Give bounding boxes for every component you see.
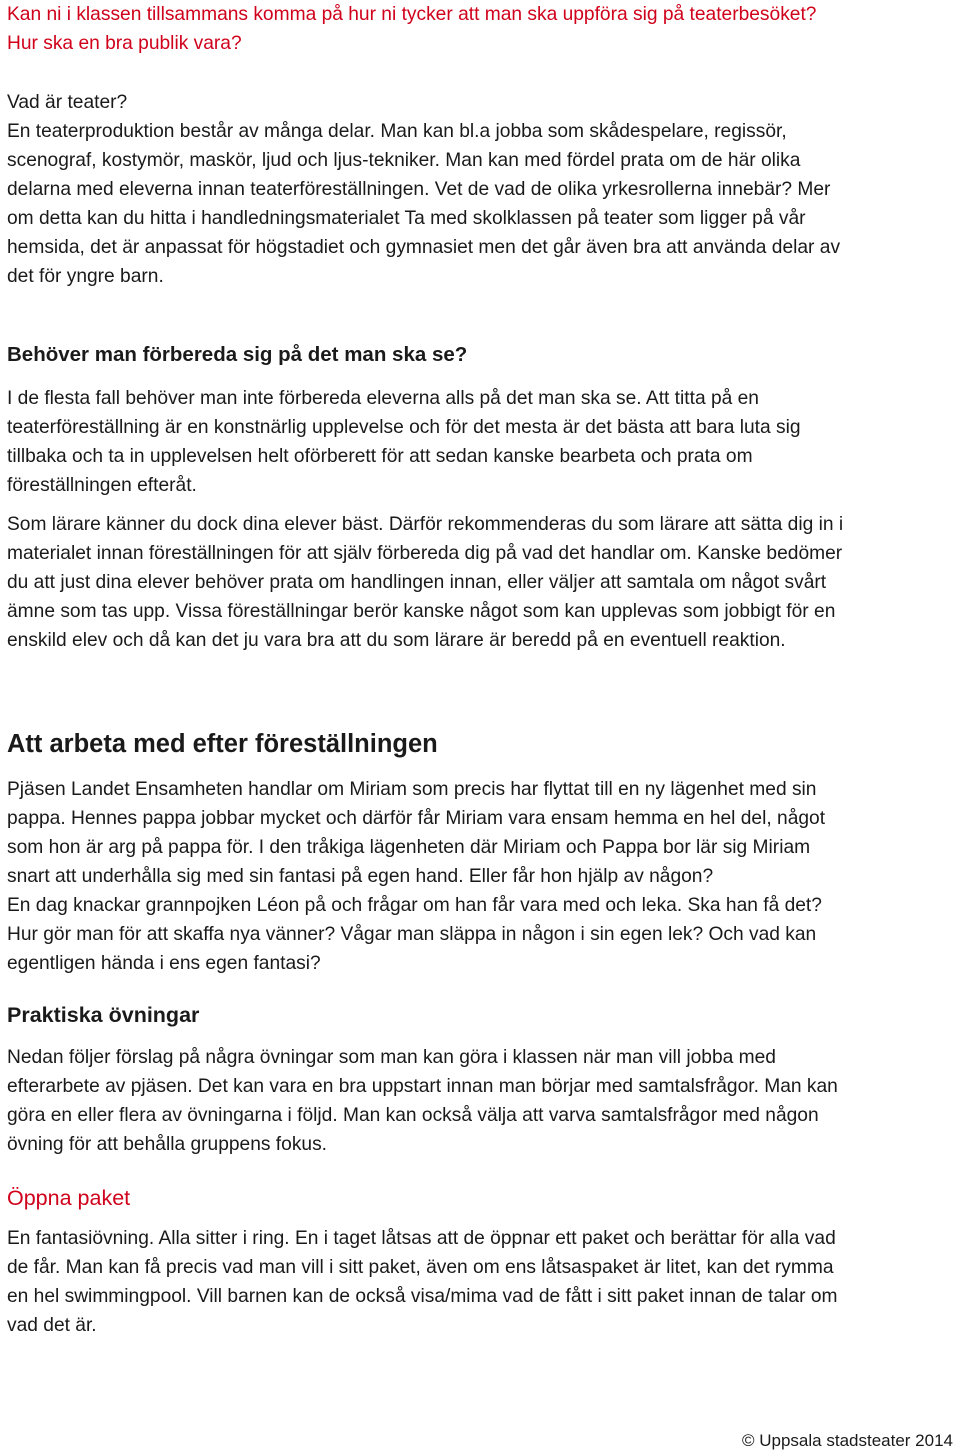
text-line: det för yngre barn.	[7, 266, 164, 287]
heading-prepare: Behöver man förbereda sig på det man ska se?	[7, 343, 468, 366]
text-line: hemsida, det är anpassat för högstadiet och gymnasiet men det går även bra att använda delar av	[7, 237, 841, 258]
text-line: tillbaka och ta in upplevelsen helt oförberett för att sedan kanske bearbeta och prata om	[7, 446, 753, 467]
paragraph-prepare-2	[7, 510, 953, 655]
text-line: snart att underhålla sig med sin fantasi på egen hand. Eller får hon hjälp av någon?	[7, 866, 714, 887]
paragraph-play-summary	[7, 775, 953, 978]
text-line: efterarbete av pjäsen. Det kan vara en bra uppstart innan man börjar med samtalsfrågor. Man kan	[7, 1076, 838, 1097]
text-line: ämne som tas upp. Vissa föreställningar berör kanske något som kan upplevas som jobbigt för en	[7, 601, 836, 622]
text-line: Pjäsen Landet Ensamheten handlar om Miriam som precis har flyttat till en ny lägenhet med sin	[7, 779, 817, 800]
text-line: En dag knackar grannpojken Léon på och frågar om han får vara med och leka. Ska han få det?	[7, 895, 822, 916]
heading-after-performance: Att arbeta med efter föreställningen	[7, 730, 438, 758]
text-line: I de flesta fall behöver man inte förbereda eleverna alls på det man ska se. Att titta på en	[7, 388, 759, 409]
text-line: scenograf, kostymör, maskör, ljud och ljus-tekniker. Man kan med fördel prata om de här olika	[7, 150, 801, 171]
heading-practical-exercises: Praktiska övningar	[7, 1003, 200, 1027]
text-line: Nedan följer förslag på några övningar som man kan göra i klassen när man vill jobba med	[7, 1047, 776, 1068]
text-line: en hel swimmingpool. Vill barnen kan de också visa/mima vad de fått i sitt paket innan de talar om	[7, 1286, 838, 1307]
text-line: Som lärare känner du dock dina elever bäst. Därför rekommenderas du som lärare att sätta dig in i	[7, 514, 844, 535]
paragraph-open-package	[7, 1224, 953, 1340]
text-line: om detta kan du hitta i handledningsmaterialet Ta med skolklassen på teater som ligger på vår	[7, 208, 806, 229]
paragraph-prepare-1	[7, 384, 953, 500]
text-line: göra en eller flera av övningarna i följd. Man kan också välja att varva samtalsfrågor med någon	[7, 1105, 819, 1126]
text-line: En fantasiövning. Alla sitter i ring. En i taget låtsas att de öppnar ett paket och berättar för alla vad	[7, 1228, 836, 1249]
text-line: enskild elev och då kan det ju vara bra att du som lärare är beredd på en eventuell reaktion.	[7, 630, 786, 651]
section-heading: Vad är teater?	[7, 92, 128, 113]
intro-question	[7, 0, 953, 58]
heading-open-package: Öppna paket	[7, 1186, 131, 1210]
intro-line: Kan ni i klassen tillsammans komma på hur ni tycker att man ska uppföra sig på teaterbesöket?	[7, 4, 817, 25]
paragraph-exercises-intro	[7, 1043, 953, 1159]
text-line: övning för att behålla gruppens fokus.	[7, 1134, 328, 1155]
text-line: som hon är arg på pappa för. I den tråkiga lägenheten där Miriam och Pappa bor lär sig Miriam	[7, 837, 811, 858]
text-line: En teaterproduktion består av många delar. Man kan bl.a jobba som skådespelare, regissör,	[7, 121, 787, 142]
section-what-is-theater	[7, 88, 953, 291]
text-line: pappa. Hennes pappa jobbar mycket och därför får Miriam vara ensam hemma en hel del, något	[7, 808, 826, 829]
text-line: materialet innan föreställningen för att själv förbereda dig på vad det handlar om. Kanske bedömer	[7, 543, 843, 564]
text-line: teaterföreställning är en konstnärlig upplevelse och för det mesta är det bästa att bara luta sig	[7, 417, 801, 438]
intro-line: Hur ska en bra publik vara?	[7, 33, 242, 54]
text-line: de får. Man kan få precis vad man vill i sitt paket, även om ens låtsaspaket är litet, kan det rymma	[7, 1257, 834, 1278]
text-line: delarna med eleverna innan teaterföreställningen. Vet de vad de olika yrkesrollerna innebär? Mer	[7, 179, 831, 200]
text-line: vad det är.	[7, 1315, 97, 1336]
copyright-footer: © Uppsala stadsteater 2014	[742, 1431, 953, 1450]
text-line: Hur gör man för att skaffa nya vänner? Vågar man släppa in någon i sin egen lek? Och vad kan	[7, 924, 817, 945]
text-line: du att just dina elever behöver prata om handlingen innan, eller väljer att samtala om något svårt	[7, 572, 827, 593]
text-line: föreställningen efteråt.	[7, 475, 197, 496]
text-line: egentligen hända i ens egen fantasi?	[7, 953, 321, 974]
